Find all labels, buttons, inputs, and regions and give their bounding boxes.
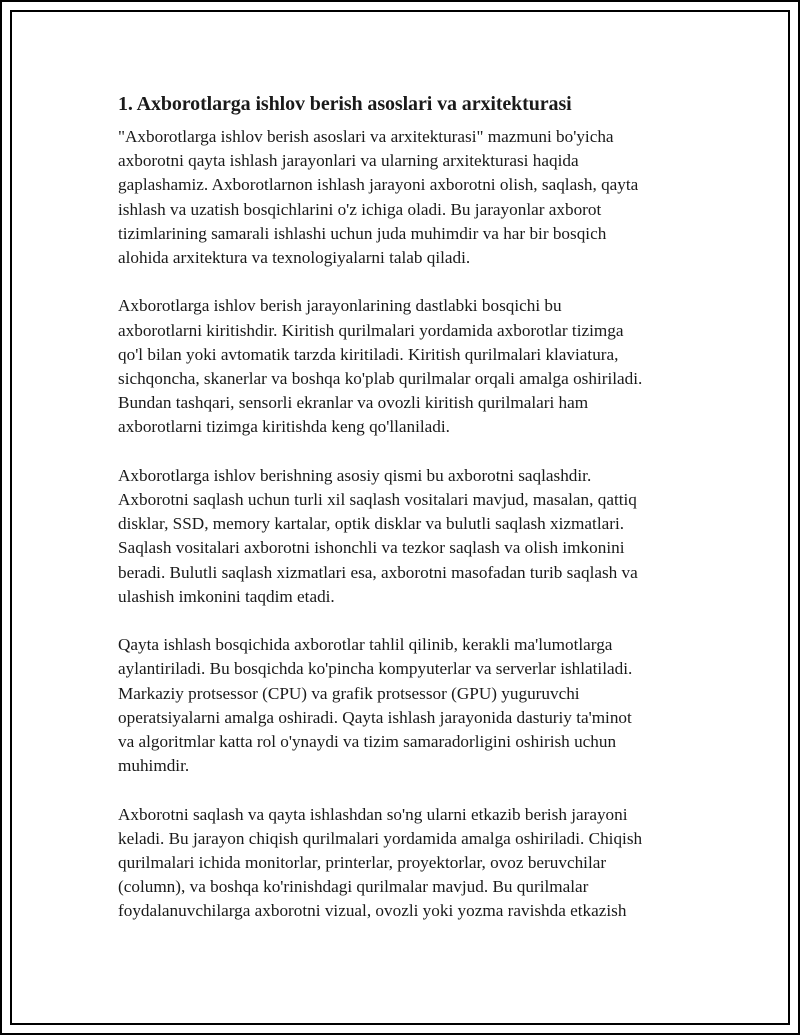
paragraph-5	[118, 803, 698, 924]
paragraph-line: axborotni qayta ishlash jarayonlari va ularning arxitekturasi haqida	[118, 151, 579, 171]
paragraph-line: Axborotni saqlash uchun turli xil saqlash vositalari mavjud, masalan, qattiq	[118, 490, 637, 510]
paragraph-3	[118, 464, 698, 609]
paragraph-line: ulashish imkonini taqdim etadi.	[118, 586, 335, 606]
paragraph-line: Bundan tashqari, sensorli ekranlar va ovozli kiritish qurilmalari ham	[118, 393, 589, 413]
paragraph-line: Axborotni saqlash va qayta ishlashdan so'ng ularni etkazib berish jarayoni	[118, 804, 628, 824]
paragraph-line: (column), va boshqa ko'rinishdagi qurilmalar mavjud. Bu qurilmalar	[118, 877, 589, 897]
paragraph-line: "Axborotlarga ishlov berish asoslari va arxitekturasi" mazmuni bo'yicha	[118, 127, 614, 146]
document-body	[118, 91, 698, 924]
paragraph-line: axborotlarni tizimga kiritishda keng qo'llaniladi.	[118, 417, 450, 437]
section-title: 1. Axborotlarga ishlov berish asoslari va arxitekturasi	[118, 93, 572, 115]
paragraph-line: keladi. Bu jarayon chiqish qurilmalari yordamida amalga oshiriladi. Chiqish	[118, 828, 643, 848]
paragraph-line: muhimdir.	[118, 756, 190, 776]
paragraph-line: operatsiyalarni amalga oshiradi. Qayta ishlash jarayonida dasturiy ta'minot	[118, 707, 632, 727]
paragraph-4	[118, 633, 698, 778]
paragraph-2	[118, 294, 698, 439]
paragraph-line: Qayta ishlash bosqichida axborotlar tahlil qilinib, kerakli ma'lumotlarga	[118, 635, 613, 655]
paragraph-line: tizimlarining samarali ishlashi uchun juda muhimdir va har bir bosqich	[118, 223, 607, 243]
paragraph-line: axborotlarni kiritishdir. Kiritish qurilmalari yordamida axborotlar tizimga	[118, 320, 624, 340]
paragraph-line: va algoritmlar katta rol o'ynaydi va tizim samaradorligini oshirish uchun	[118, 732, 617, 752]
paragraph-line: Axborotlarga ishlov berish jarayonlarining dastlabki bosqichi bu	[118, 296, 562, 316]
paragraph-1	[118, 125, 698, 270]
paragraph-line: Axborotlarga ishlov berishning asosiy qismi bu axborotni saqlashdir.	[118, 465, 592, 485]
paragraph-line: sichqoncha, skanerlar va boshqa ko'plab qurilmalar orqali amalga oshiriladi.	[118, 369, 643, 389]
paragraph-line: foydalanuvchilarga axborotni vizual, ovozli yoki yozma ravishda etkazish	[118, 901, 627, 921]
paragraph-line: aylantiriladi. Bu bosqichda ko'pincha kompyuterlar va serverlar ishlatiladi.	[118, 659, 633, 679]
paragraph-line: ishlash va uzatish bosqichlarini o'z ichiga oladi. Bu jarayonlar axborot	[118, 199, 602, 219]
paragraph-line: qurilmalari ichida monitorlar, printerlar, proyektorlar, ovoz beruvchilar	[118, 853, 607, 873]
paragraph-line: gaplashamiz. Axborotlarnon ishlash jarayoni axborotni olish, saqlash, qayta	[118, 175, 639, 195]
paragraph-line: beradi. Bulutli saqlash xizmatlari esa, axborotni masofadan turib saqlash va	[118, 562, 638, 582]
paragraph-line: Markaziy protsessor (CPU) va grafik protsessor (GPU) yuguruvchi	[118, 683, 580, 703]
paragraph-line: qo'l bilan yoki avtomatik tarzda kiritiladi. Kiritish qurilmalari klaviatura,	[118, 344, 619, 364]
paragraph-line: alohida arxitektura va texnologiyalarni talab qiladi.	[118, 248, 471, 268]
paragraph-line: disklar, SSD, memory kartalar, optik disklar va bulutli saqlash xizmatlari.	[118, 514, 625, 534]
paragraph-line: Saqlash vositalari axborotni ishonchli va tezkor saqlash va olish imkonini	[118, 538, 625, 558]
